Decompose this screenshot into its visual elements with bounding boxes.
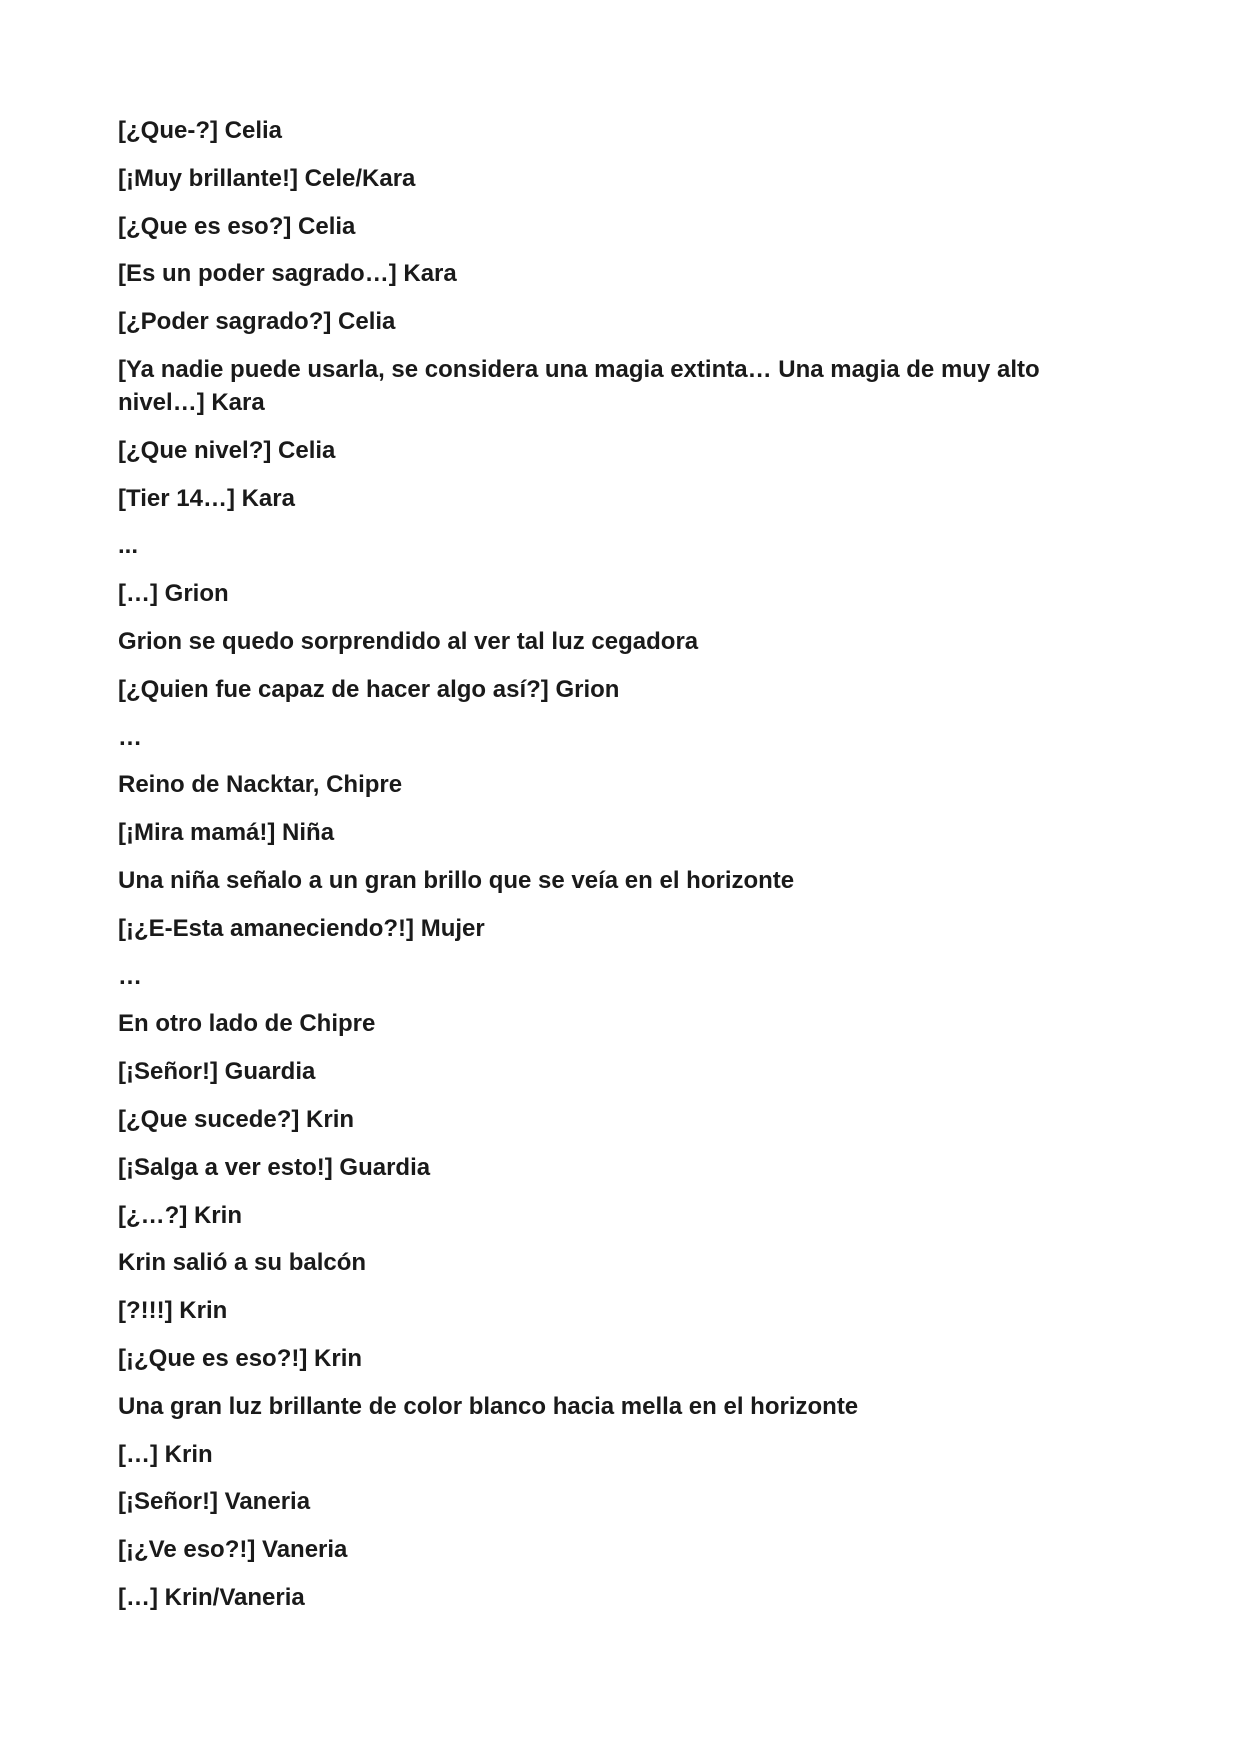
dialogue-line: [Es un poder sagrado…] Kara xyxy=(118,260,457,288)
dialogue-line: [¿Quien fue capaz de hacer algo así?] Grion xyxy=(118,675,620,703)
dialogue-line: [¡Señor!] Vaneria xyxy=(118,1488,311,1516)
narration-line: Una gran luz brillante de color blanco hacia mella en el horizonte xyxy=(118,1392,859,1420)
dialogue-line: [¡¿Ve eso?!] Vaneria xyxy=(118,1536,348,1564)
scene-break: … xyxy=(118,723,142,751)
dialogue-line: [¿Que sucede?] Krin xyxy=(118,1105,355,1133)
scene-break: … xyxy=(118,962,142,990)
narration-line: Krin salió a su balcón xyxy=(118,1249,367,1277)
dialogue-line: [¡Señor!] Guardia xyxy=(118,1058,316,1086)
narration-line: En otro lado de Chipre xyxy=(118,1010,376,1038)
dialogue-line: […] Krin/Vaneria xyxy=(118,1583,305,1611)
scene-break: ... xyxy=(118,532,139,560)
dialogue-line: [¿…?] Krin xyxy=(118,1201,242,1229)
dialogue-line: [Tier 14…] Kara xyxy=(118,484,295,512)
dialogue-line: [¿Poder sagrado?] Celia xyxy=(118,308,396,336)
narration-line: Grion se quedo sorprendido al ver tal luz cegadora xyxy=(118,627,699,655)
dialogue-line: [¡Salga a ver esto!] Guardia xyxy=(118,1153,431,1181)
dialogue-line: [¿Que nivel?] Celia xyxy=(118,436,336,464)
dialogue-line: […] Grion xyxy=(118,580,229,608)
dialogue-line: [?!!!] Krin xyxy=(118,1297,228,1325)
dialogue-line: [¿Que-?] Celia xyxy=(118,117,283,144)
dialogue-line: [¡Muy brillante!] Cele/Kara xyxy=(118,164,416,192)
dialogue-line: [¡Mira mamá!] Niña xyxy=(118,819,335,847)
dialogue-line: [Ya nadie puede usarla, se considera una magia extinta… Una magia de muy alto nivel…] Kara xyxy=(118,355,1040,416)
narration-line: Reino de Nacktar, Chipre xyxy=(118,771,403,799)
narration-line: Una niña señalo a un gran brillo que se veía en el horizonte xyxy=(118,866,795,894)
dialogue-line: [¡¿Que es eso?!] Krin xyxy=(118,1344,363,1372)
dialogue-line: [¿Que es eso?] Celia xyxy=(118,212,356,240)
dialogue-line: […] Krin xyxy=(118,1440,213,1468)
document-body xyxy=(118,114,1108,1629)
dialogue-line: [¡¿E-Esta amaneciendo?!] Mujer xyxy=(118,914,485,942)
